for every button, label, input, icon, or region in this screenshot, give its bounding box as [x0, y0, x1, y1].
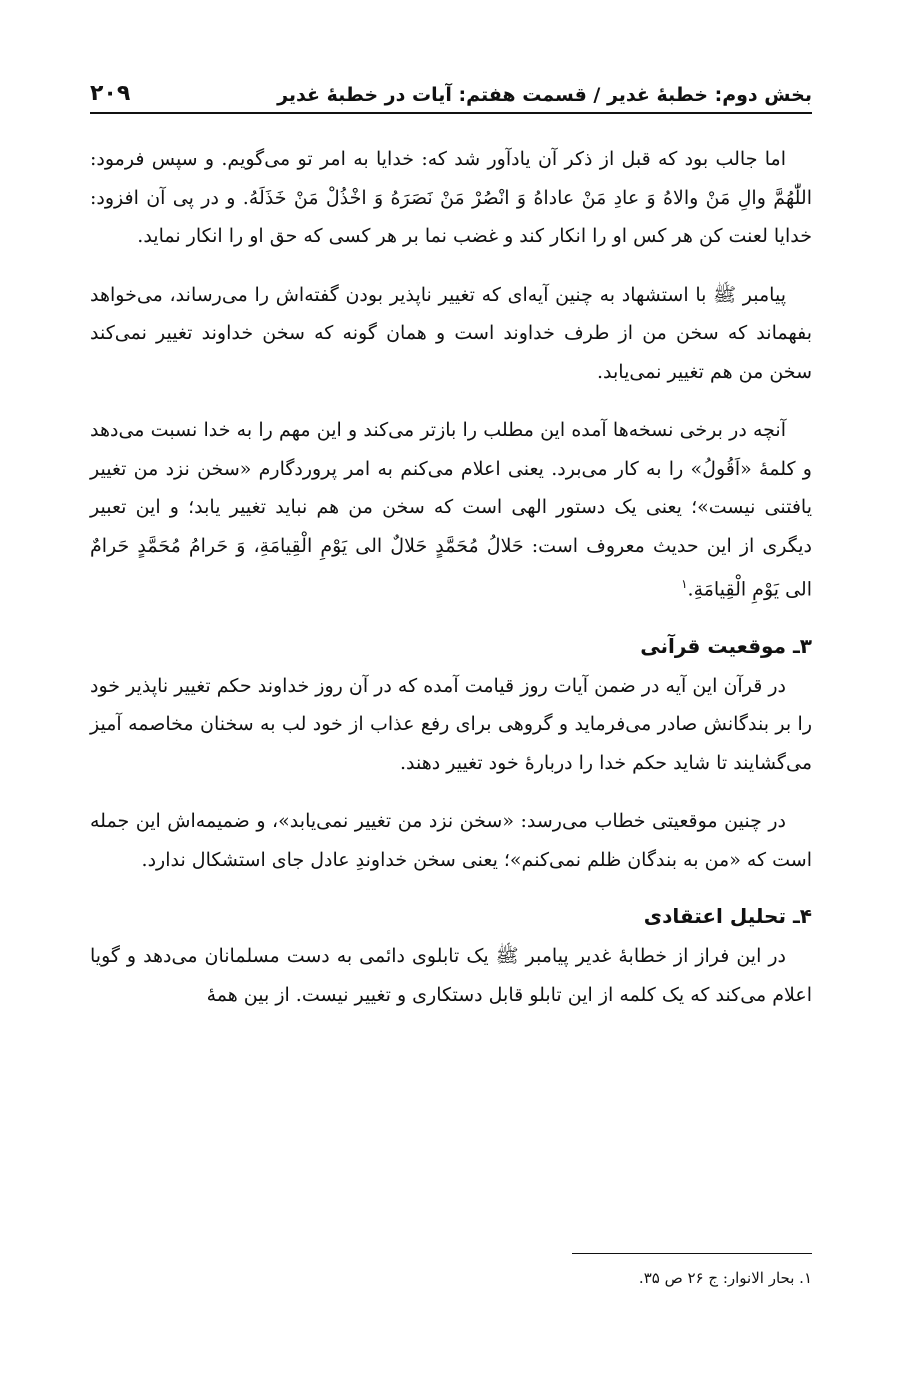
section-heading-doctrinal-analysis: ۴ـ تحلیل اعتقادی — [643, 904, 812, 929]
paragraph-3-text: آنچه در برخی نسخه‌ها آمده این مطلب را بازتر می‌کند و این مهم را به خدا نسبت می‌دهد و کلمهٔ «اَقُولُ» را به کار می‌برد. یعنی اعلام می‌کنم به امر پروردگارم «سخن نزد من تغییر یافتنی نیست»؛ یعنی یک دستور الهی است که سخن من هم نباید تغییر یابد؛ و این تعبیر دیگری از این حدیث معروف است: حَلالُ مُحَمَّدٍ حَلالٌ الی یَوْمِ الْقِیامَةِ، وَ حَرامُ مُحَمَّدٍ حَرامٌ الی یَوْمِ الْقِیامَةِ. — [90, 419, 812, 601]
footnote-marker: ۱ — [681, 577, 688, 591]
running-title: بخش دوم: خطبهٔ غدیر / قسمت هفتم: آیات در خطبهٔ غدیر — [277, 84, 812, 106]
paragraph-6: در این فراز از خطابهٔ غدیر پیامبر ﷺ یک تابلوی دائمی به دست مسلمانان می‌دهد و گویا اعلام می‌کند که یک کلمه از این تابلو قابل دستکاری و تغییر نیست. از بین همهٔ — [90, 945, 812, 1006]
paragraph-2: پیامبر ﷺ با استشهاد به چنین آیه‌ای که تغییر ناپذیر بودن گفته‌اش را می‌رساند، می‌خواهد بفهماند که سخن من از طرف خداوند است و همان گونه که سخن خداوند تغییر نمی‌کند سخن من هم تغییر نمی‌یابد. — [90, 283, 812, 383]
paragraph-3 — [90, 411, 812, 609]
paragraph-5: در چنین موقعیتی خطاب می‌رسد: «سخن نزد من تغییر نمی‌یابد»، و ضمیمه‌اش این جمله است که «من به بندگان ظلم نمی‌کنم»؛ یعنی سخن خداوندِ عادل جای استشکال ندارد. — [90, 810, 812, 871]
footnote: ۱. بحار الانوار: ج ۲۶ ص ۳۵. — [638, 1269, 812, 1287]
paragraph-4: در قرآن این آیه در ضمن آیات روز قیامت آمده که در آن روز خداوند حکم تغییر ناپذیر خود را بر بندگانش صادر می‌فرماید و گروهی برای رفع عذاب از خود لب به سخنان مخاصمه آمیز می‌گشایند تا شاید حکم خدا را دربارهٔ خود تغییر دهند. — [90, 674, 812, 774]
main-text — [90, 140, 812, 1034]
paragraph-1: اما جالب بود که قبل از ذکر آن یادآور شد که: خدایا به امر تو می‌گویم. و سپس فرمود: اللّٰهُمَّ والِ مَنْ والاهُ وَ عادِ مَنْ عاداهُ وَ انْصُرْ مَنْ نَصَرَهُ وَ اخْذُلْ مَنْ خَذَلَهُ. و در پی آن افزود: خدایا لعنت کن هر کس او را انکار کند و غضب نما بر هر کسی که حق او را انکار نماید. — [90, 148, 812, 247]
page-number: ۲۰۹ — [90, 81, 131, 106]
section-heading-quranic-position: ۳ـ موقعیت قرآنی — [640, 633, 812, 658]
footnote-divider — [572, 1253, 812, 1254]
running-header — [90, 70, 812, 114]
book-page — [90, 0, 812, 1390]
